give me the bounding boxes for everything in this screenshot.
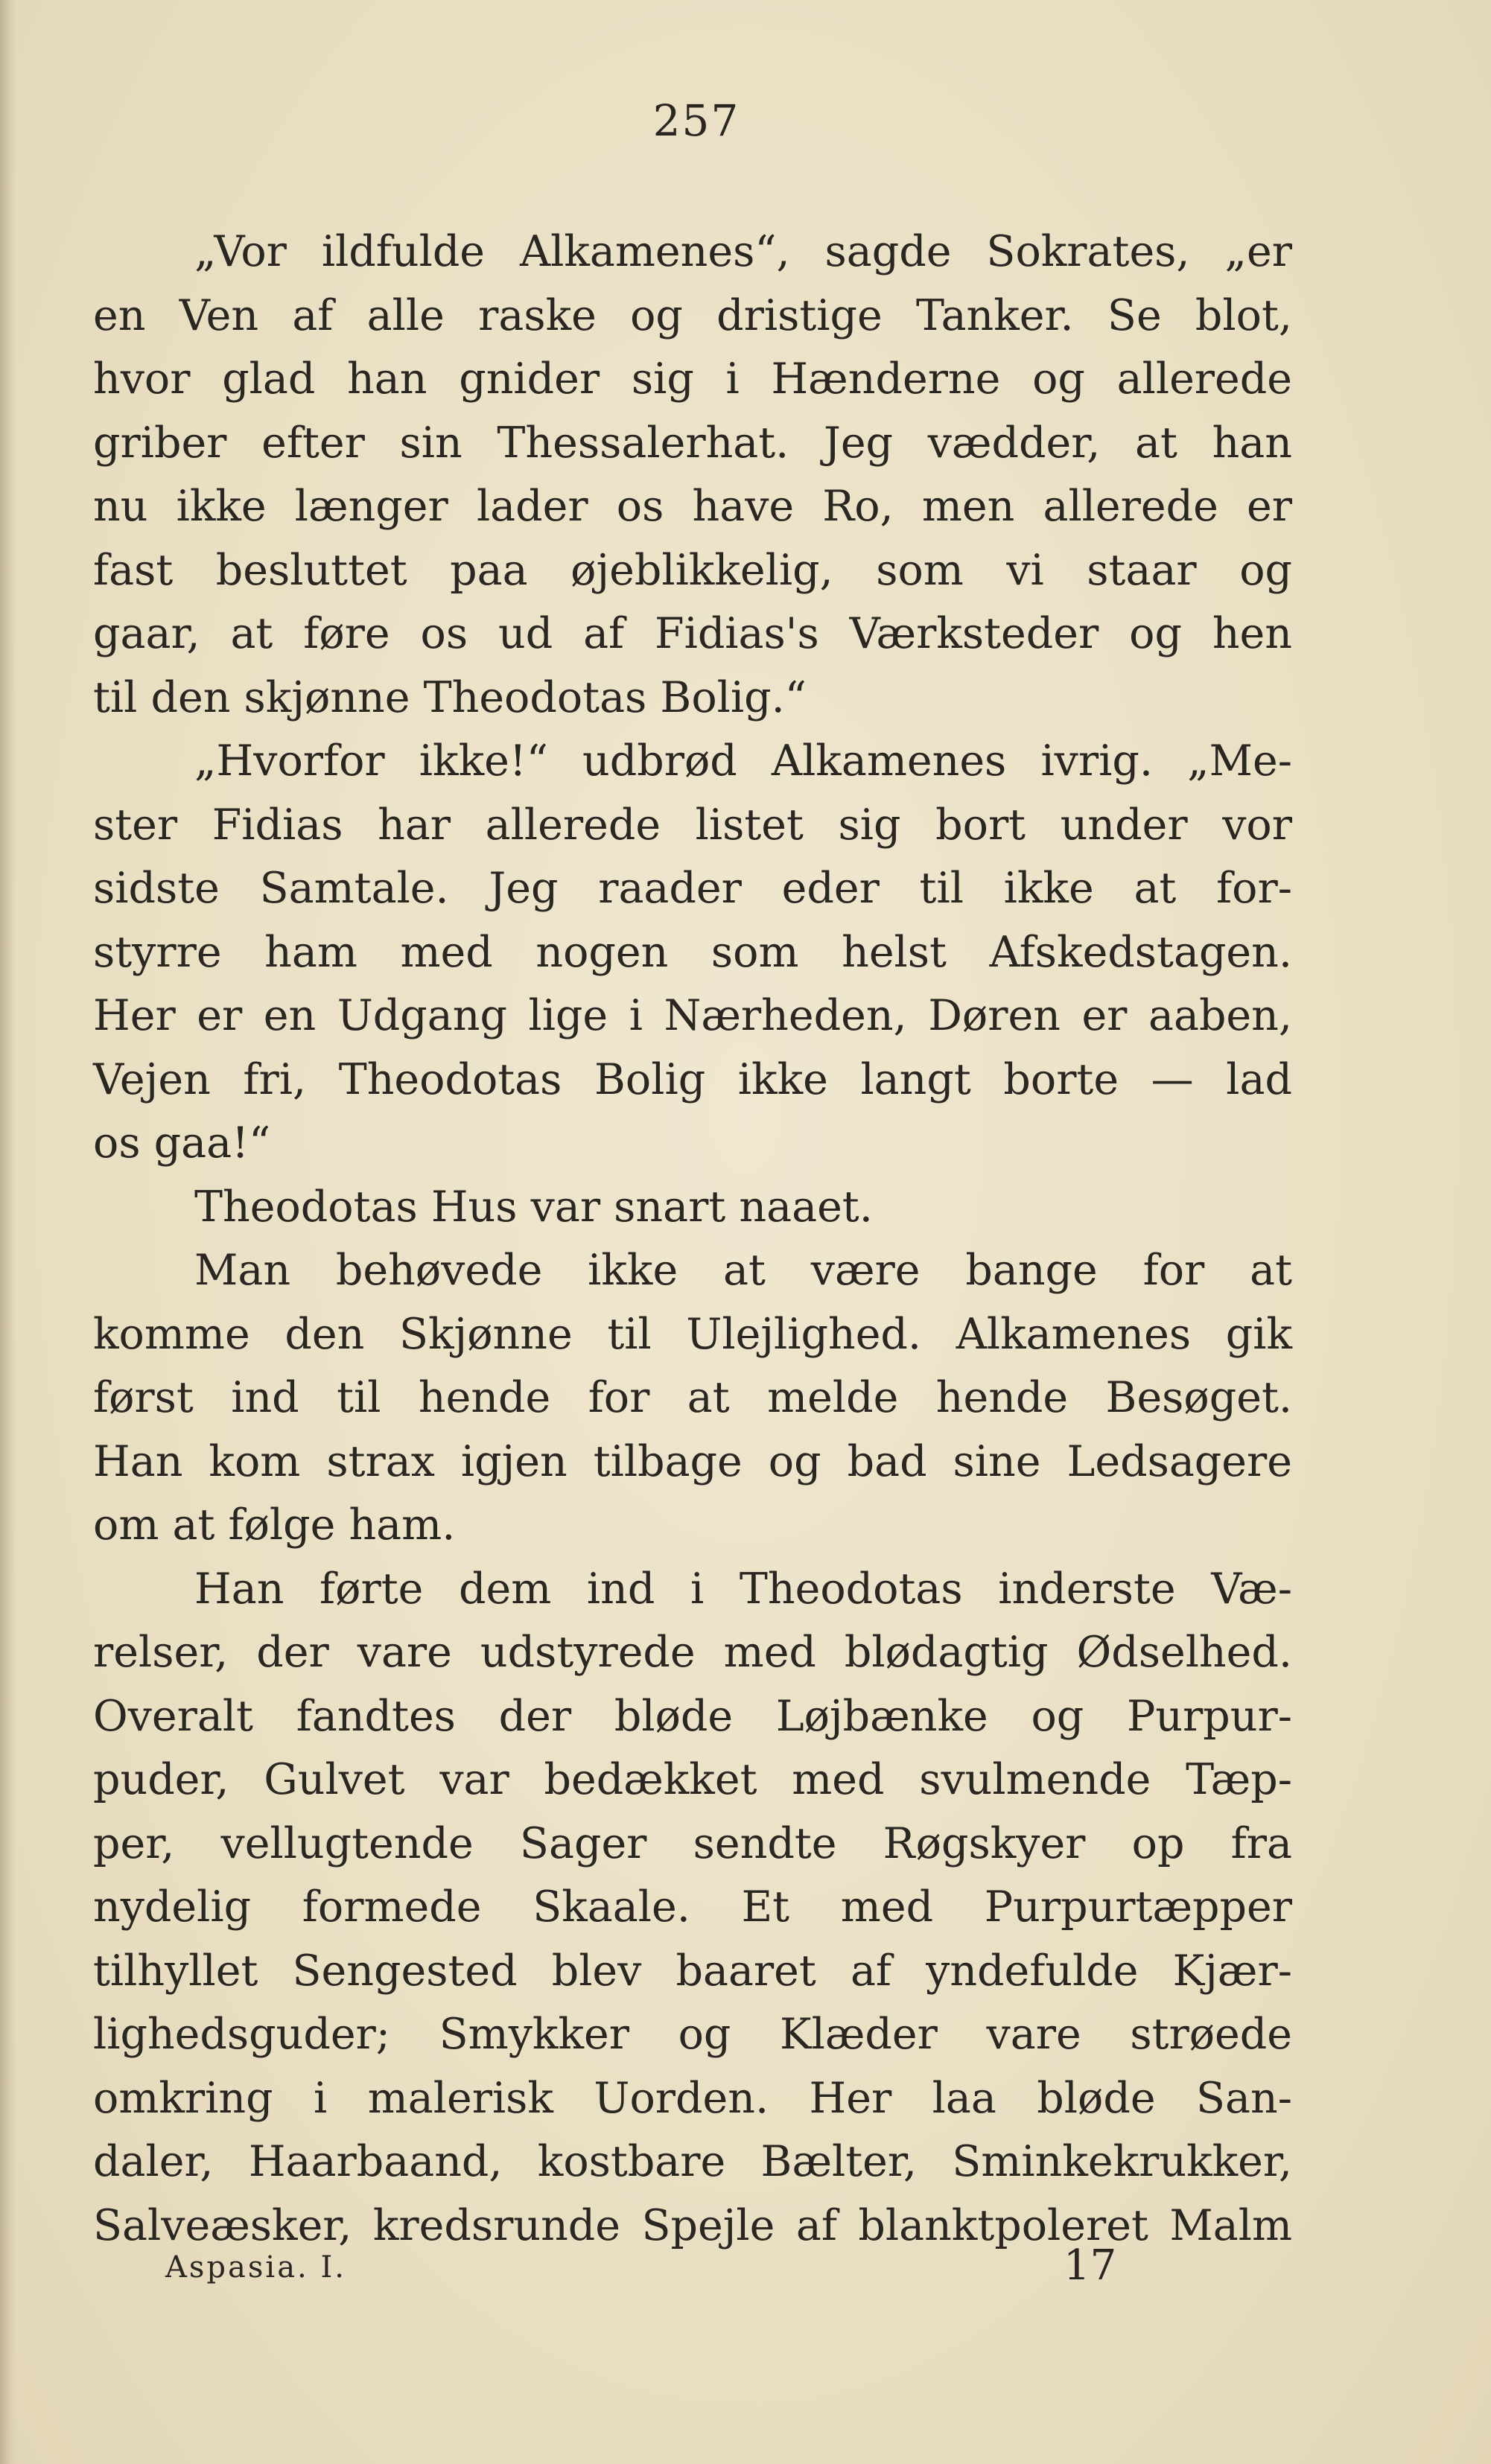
text-line: Han kom strax igjen tilbage og bad sine Ledsagere	[93, 1436, 1292, 1486]
text-line: daler, Haarbaand, kostbare Bælter, Sminkekrukker,	[93, 2137, 1292, 2186]
page-number: 257	[652, 95, 740, 146]
text-line: griber efter sin Thessalerhat. Jeg vædder, at han	[93, 418, 1292, 468]
text-line: til den skjønne Theodotas Bolig.“	[93, 672, 807, 722]
text-line: relser, der vare udstyrede med blødagtig Ødselhed.	[93, 1628, 1292, 1677]
text-line: en Ven af alle raske og dristige Tanker. Se blot,	[93, 290, 1292, 340]
text-line: Han førte dem ind i Theodotas inderste Væ-	[194, 1564, 1292, 1614]
text-line: Overalt fandtes der bløde Løjbænke og Purpur-	[93, 1691, 1292, 1741]
text-line: gaar, at føre os ud af Fidias's Værksteder og hen	[93, 609, 1292, 658]
text-line: lighedsguder; Smykker og Klæder vare strøede	[93, 2010, 1292, 2059]
text-line: Man behøvede ikke at være bange for at	[194, 1246, 1292, 1295]
text-line: Salveæsker, kredsrunde Spejle af blanktpoleret Malm	[93, 2200, 1292, 2250]
text-line: styrre ham med nogen som helst Afskedstagen.	[93, 927, 1292, 977]
text-line: fast besluttet paa øjeblikkelig, som vi staar og	[93, 545, 1292, 595]
text-line: os gaa!“	[93, 1118, 271, 1168]
text-line: per, vellugtende Sager sendte Røgskyer op fra	[93, 1818, 1292, 1868]
text-line: Theodotas Hus var snart naaet.	[194, 1182, 873, 1232]
text-line: først ind til hende for at melde hende Besøget.	[93, 1373, 1292, 1422]
text-line: nu ikke længer lader os have Ro, men allerede er	[93, 482, 1292, 531]
text-line: „Vor ildfulde Alkamenes“, sagde Sokrates, „er	[194, 227, 1292, 276]
text-line: „Hvorfor ikke!“ udbrød Alkamenes ivrig. „Me-	[194, 736, 1292, 786]
text-line: Vejen fri, Theodotas Bolig ikke langt borte — lad	[93, 1054, 1292, 1104]
text-line: hvor glad han gnider sig i Hænderne og allerede	[93, 354, 1292, 404]
binding-edge	[0, 0, 16, 2464]
text-line: tilhyllet Sengested blev baaret af yndefulde Kjær-	[93, 1946, 1292, 1996]
text-line: omkring i malerisk Uorden. Her laa bløde San-	[93, 2073, 1292, 2123]
body-text	[93, 220, 1292, 2258]
text-line: komme den Skjønne til Ulejlighed. Alkamenes gik	[93, 1309, 1292, 1359]
text-line: ster Fidias har allerede listet sig bort under vor	[93, 800, 1292, 850]
text-line: puder, Gulvet var bedækket med svulmende Tæp-	[93, 1755, 1292, 1804]
text-line: nydelig formede Skaale. Et med Purpurtæpper	[93, 1882, 1292, 1932]
signature-mark: Aspasia. I.	[165, 2250, 346, 2285]
text-line: Her er en Udgang lige i Nærheden, Døren er aaben,	[93, 991, 1292, 1040]
sheet-number: 17	[1064, 2241, 1117, 2290]
text-line: sidste Samtale. Jeg raader eder til ikke at for-	[93, 864, 1292, 913]
text-line: om at følge ham.	[93, 1500, 456, 1550]
